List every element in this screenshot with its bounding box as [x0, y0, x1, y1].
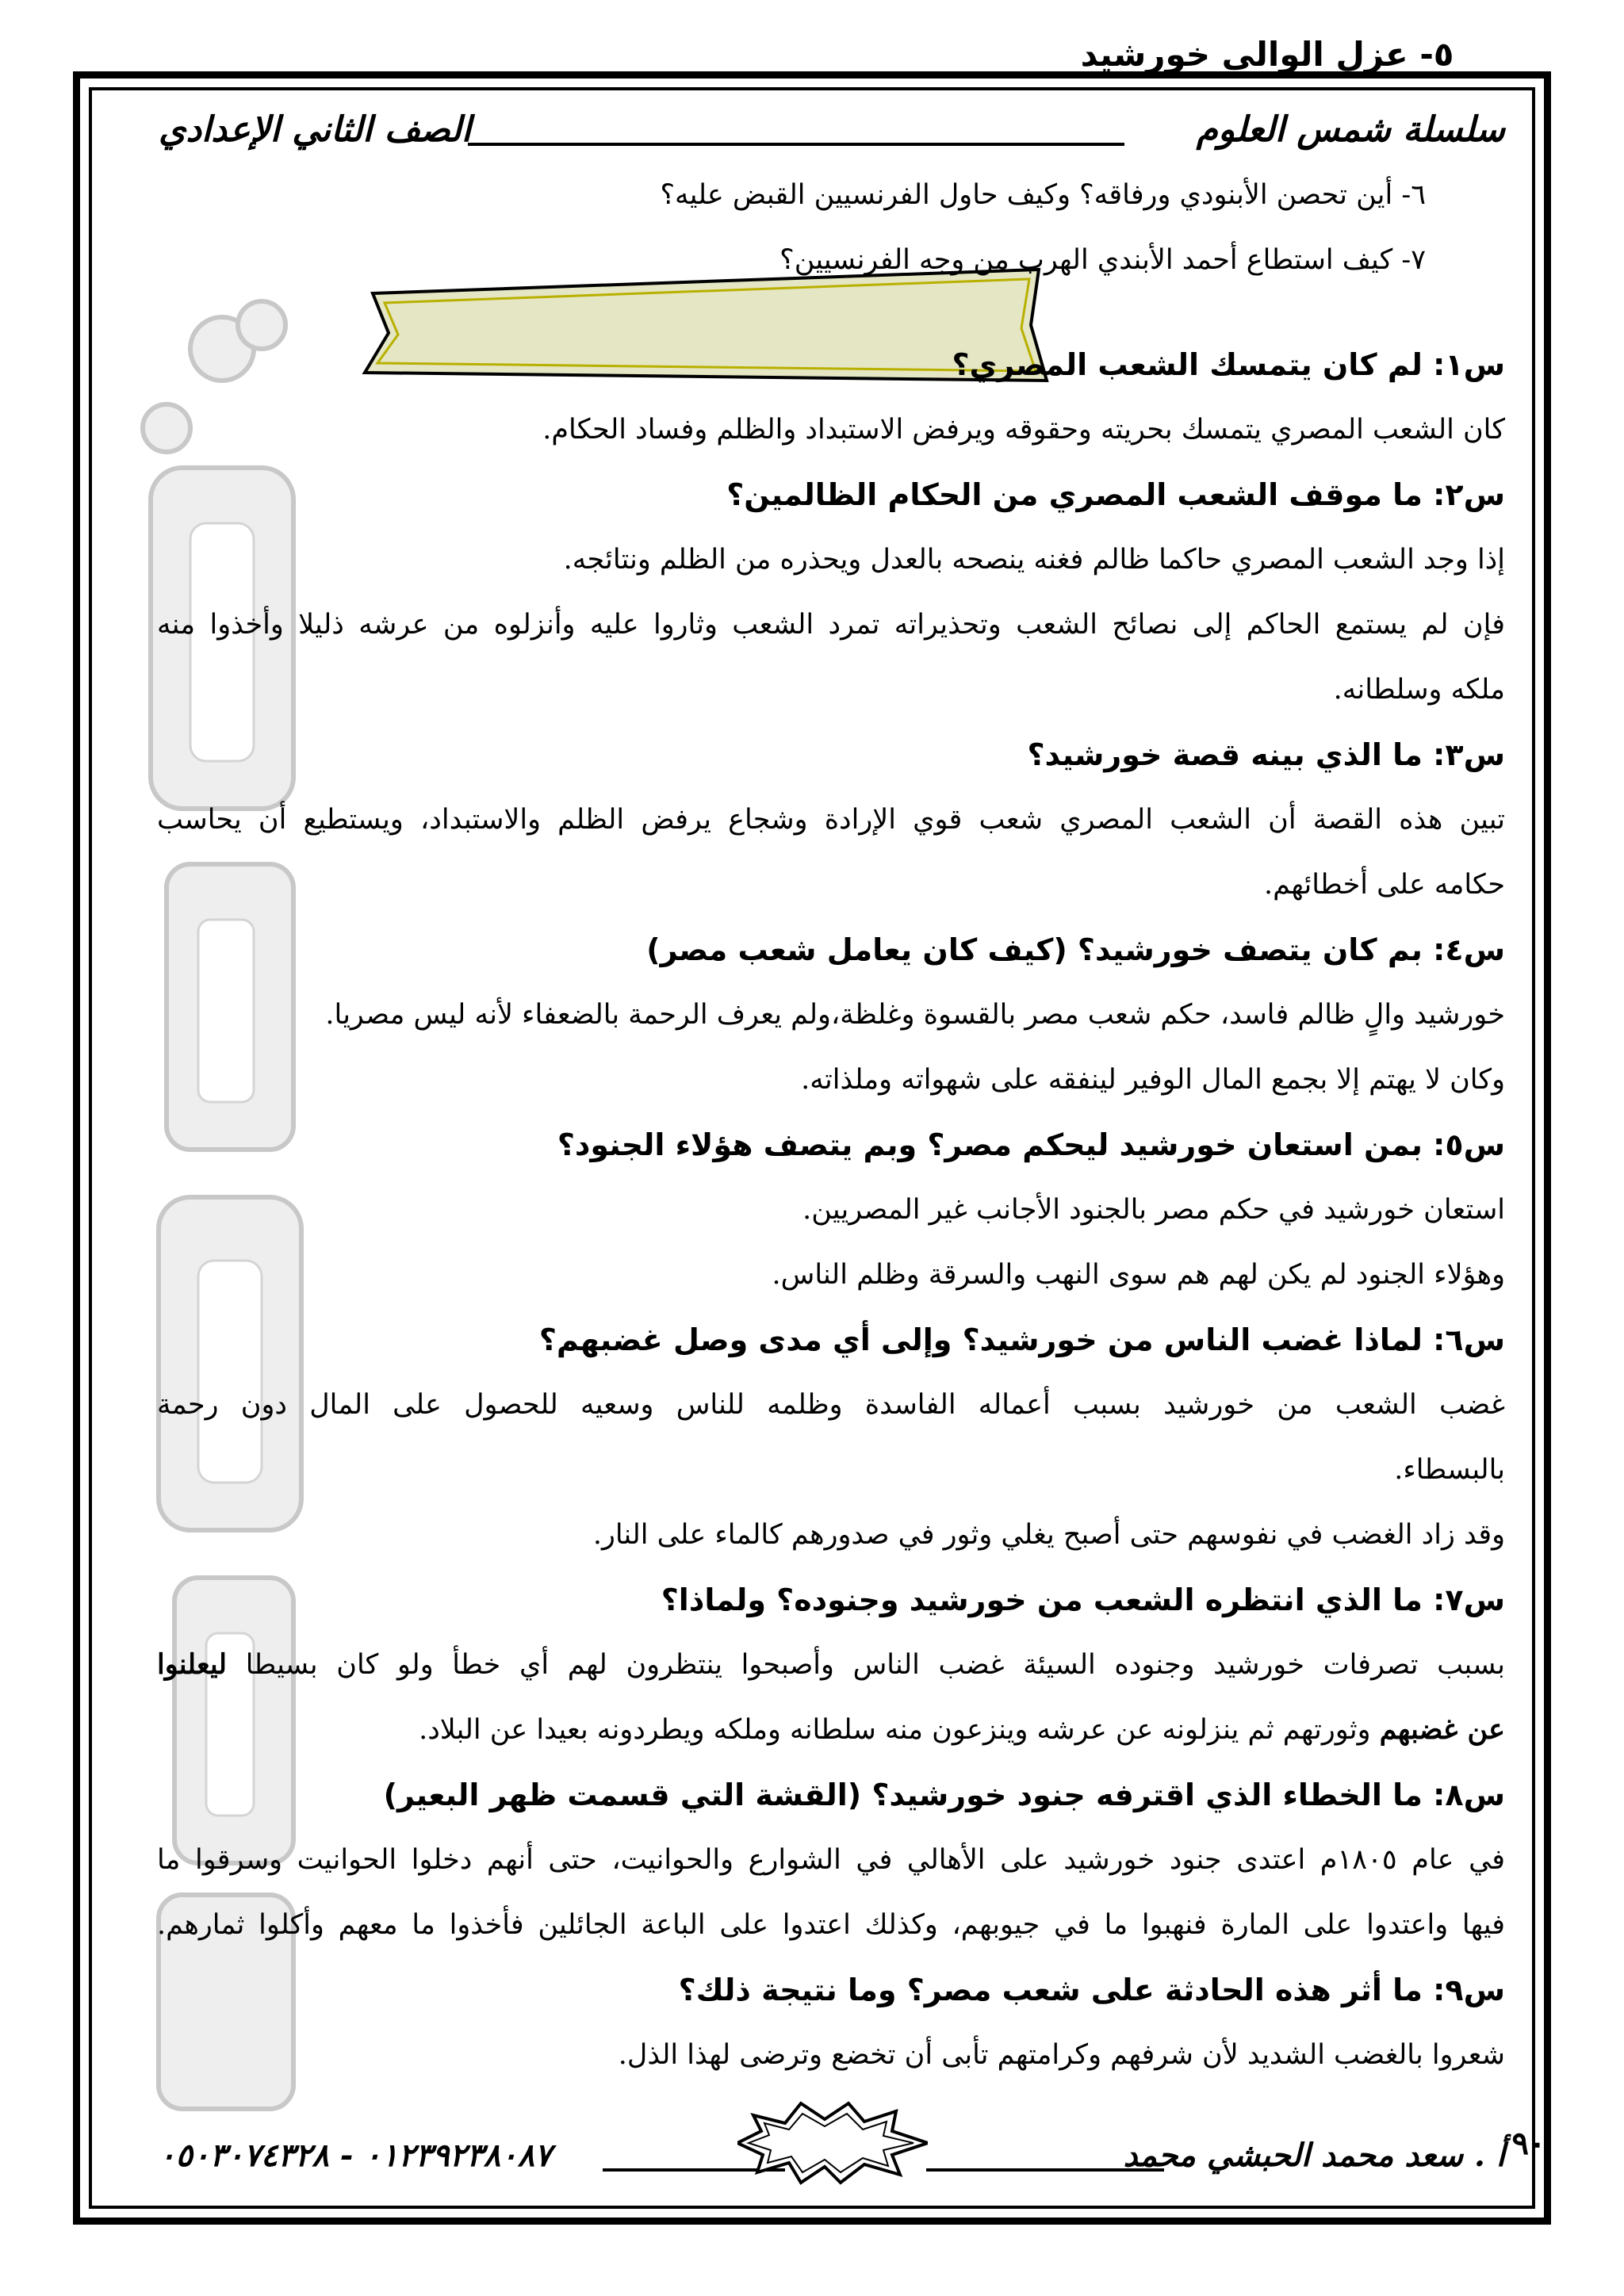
question-text: لماذا غضب الناس من خورشيد؟ وإلى أي مدى وصل غضبهم؟ — [538, 1322, 1423, 1357]
question-8 — [157, 1762, 1505, 1827]
pre-question-6: ٦- أين تحصن الأبنودي ورفاقه؟ وكيف حاول الفرنسيين القبض عليه؟ — [660, 179, 1426, 211]
question-3 — [157, 722, 1505, 787]
question-number: س٢: — [1433, 477, 1505, 512]
header-rule — [468, 143, 1124, 146]
answer-4-line: خورشيد والٍ ظالم فاسد، حكم شعب مصر بالقسوة وغلظة،ولم يعرف الرحمة بالضعفاء لأنه ليس مصريا. — [325, 999, 1505, 1031]
answer-3-line: تبين هذه القصة أن الشعب المصري شعب قوي الإرادة وشجاع يرفض الظلم والاستبداد، ويستطيع أن يحاسب — [157, 804, 1505, 836]
answer-bold-text: عن غضبهم — [1379, 1713, 1505, 1746]
question-number: س٣: — [1433, 737, 1505, 772]
grade-title: الصف الثاني الإعدادي — [159, 109, 472, 150]
question-number: س١: — [1433, 347, 1505, 382]
answer-7-line — [157, 1697, 1505, 1762]
answer-7-line — [157, 1632, 1505, 1697]
answer-8-line: في عام ١٨٠٥م اعتدى جنود خورشيد على الأهالي في الشوارع والحوانيت، حتى أنهم دخلوا الحوانيت وسرقوا ما — [157, 1844, 1505, 1876]
question-text: ما الخطاء الذي اقترفه جنود خورشيد؟ — [871, 1777, 1423, 1812]
answer-5-line: وهؤلاء الجنود لم يكن لهم هم سوى النهب والسرقة وظلم الناس. — [772, 1259, 1505, 1291]
question-number: س٦: — [1433, 1322, 1505, 1357]
question-number: س٤: — [1433, 932, 1505, 967]
question-text: ما أثر هذه الحادثة على شعب مصر؟ وما نتيجة ذلك؟ — [678, 1973, 1423, 2007]
author-name: أ . سعد محمد الحبشي محمد — [1123, 2137, 1505, 2174]
answer-4-line: وكان لا يهتم إلا بجمع المال الوفير لينفقه على شهواته وملذاته. — [801, 1064, 1505, 1096]
answer-2-line: إذا وجد الشعب المصري حاكما ظالم فغنه ينصحه بالعدل ويحذره من الظلم ونتائجه. — [563, 544, 1505, 576]
question-number: س٥: — [1433, 1127, 1505, 1162]
question-number: س٨: — [1433, 1777, 1505, 1812]
answer-6-line: غضب الشعب من خورشيد بسبب أعماله الفاسدة وظلمه للناس وسعيه للحصول على المال دون رحمة — [157, 1389, 1505, 1421]
answer-5-line: استعان خورشيد في حكم مصر بالجنود الأجانب غير المصريين. — [802, 1194, 1505, 1226]
question-1 — [157, 332, 1505, 397]
page-header — [159, 109, 1505, 157]
phone-numbers: ٠١٢٣٩٢٣٨٠٨٧ - ٠٥٠٣٠٧٤٣٢٨ — [159, 2137, 552, 2174]
answer-9-line: شعروا بالغضب الشديد لأن شرفهم وكرامتهم تأبى أن تخضع وترضى لهذا الذل. — [618, 2039, 1505, 2071]
question-number: س٧: — [1433, 1582, 1505, 1617]
question-5 — [157, 1112, 1505, 1177]
answer-6-line: وقد زاد الغضب في نفوسهم حتى أصبح يغلي وثور في صدورهم كالماء على النار. — [592, 1519, 1505, 1551]
question-text: ما الذي بينه قصة خورشيد؟ — [1027, 737, 1423, 772]
pre-question-7: ٧- كيف استطاع أحمد الأبندي الهرب من وجه الفرنسيين؟ — [779, 244, 1426, 276]
question-alt: (كيف كان يعامل شعب مصر) — [646, 932, 1067, 967]
answer-1-line: كان الشعب المصري يتمسك بحريته وحقوقه ويرفض الاستبداد والظلم وفساد الحكام. — [542, 414, 1505, 446]
question-text: ما موقف الشعب المصري من الحكام الظالمين؟ — [726, 477, 1423, 512]
question-text: لم كان يتمسك الشعب المصري؟ — [952, 347, 1423, 382]
question-9 — [157, 1957, 1505, 2022]
series-title: سلسلة شمس العلوم — [1196, 109, 1505, 150]
section-title: ٥- عزل الوالي خورشيد — [1080, 35, 1454, 74]
page-number: ٩٠ — [1511, 2125, 1546, 2162]
question-text: بم كان يتصف خورشيد؟ — [1077, 932, 1423, 967]
spacer — [157, 293, 1505, 332]
answer-2-line: فإن لم يستمع الحاكم إلى نصائح الشعب وتحذيراته تمرد الشعب وثاروا عليه وأنزلوه من عرشه ذليلا وأخذوا منه — [157, 609, 1505, 641]
question-number: س٩: — [1433, 1973, 1505, 2007]
question-4 — [157, 917, 1505, 982]
footer-rule-right — [926, 2168, 1164, 2172]
question-2 — [157, 462, 1505, 527]
question-alt: (القشة التي قسمت ظهر البعير) — [383, 1777, 862, 1812]
page-content — [157, 163, 1505, 2087]
answer-8-line: فيها واعتدوا على المارة فنهبوا ما في جيوبهم، وكذلك اعتدوا على الباعة الجائلين فأخذوا ما معهم وأكلوا ثمارهم. — [157, 1909, 1505, 1941]
page-number-burst — [737, 2099, 928, 2187]
question-text: ما الذي انتظره الشعب من خورشيد وجنوده؟ ولماذا؟ — [661, 1582, 1423, 1617]
answer-3-line: حكامه على أخطائهم. — [1263, 869, 1505, 901]
answer-2-line: ملكه وسلطانه. — [1333, 674, 1505, 706]
question-7 — [157, 1567, 1505, 1632]
question-6 — [157, 1307, 1505, 1372]
answer-bold-text: ليعلنوا — [157, 1648, 228, 1681]
answer-6-line: بالبسطاء. — [1394, 1454, 1505, 1486]
answer-text: بسبب تصرفات خورشيد وجنوده السيئة غضب الناس وأصبحوا ينتظرون لهم أي خطأ ولو كان بسيطا — [245, 1649, 1505, 1681]
answer-text: وثورتهم ثم ينزلونه عن عرشه وينزعون منه سلطانه وملكه ويطردونه بعيدا عن البلاد. — [419, 1714, 1371, 1746]
question-text: بمن استعان خورشيد ليحكم مصر؟ وبم يتصف هؤلاء الجنود؟ — [557, 1127, 1423, 1162]
